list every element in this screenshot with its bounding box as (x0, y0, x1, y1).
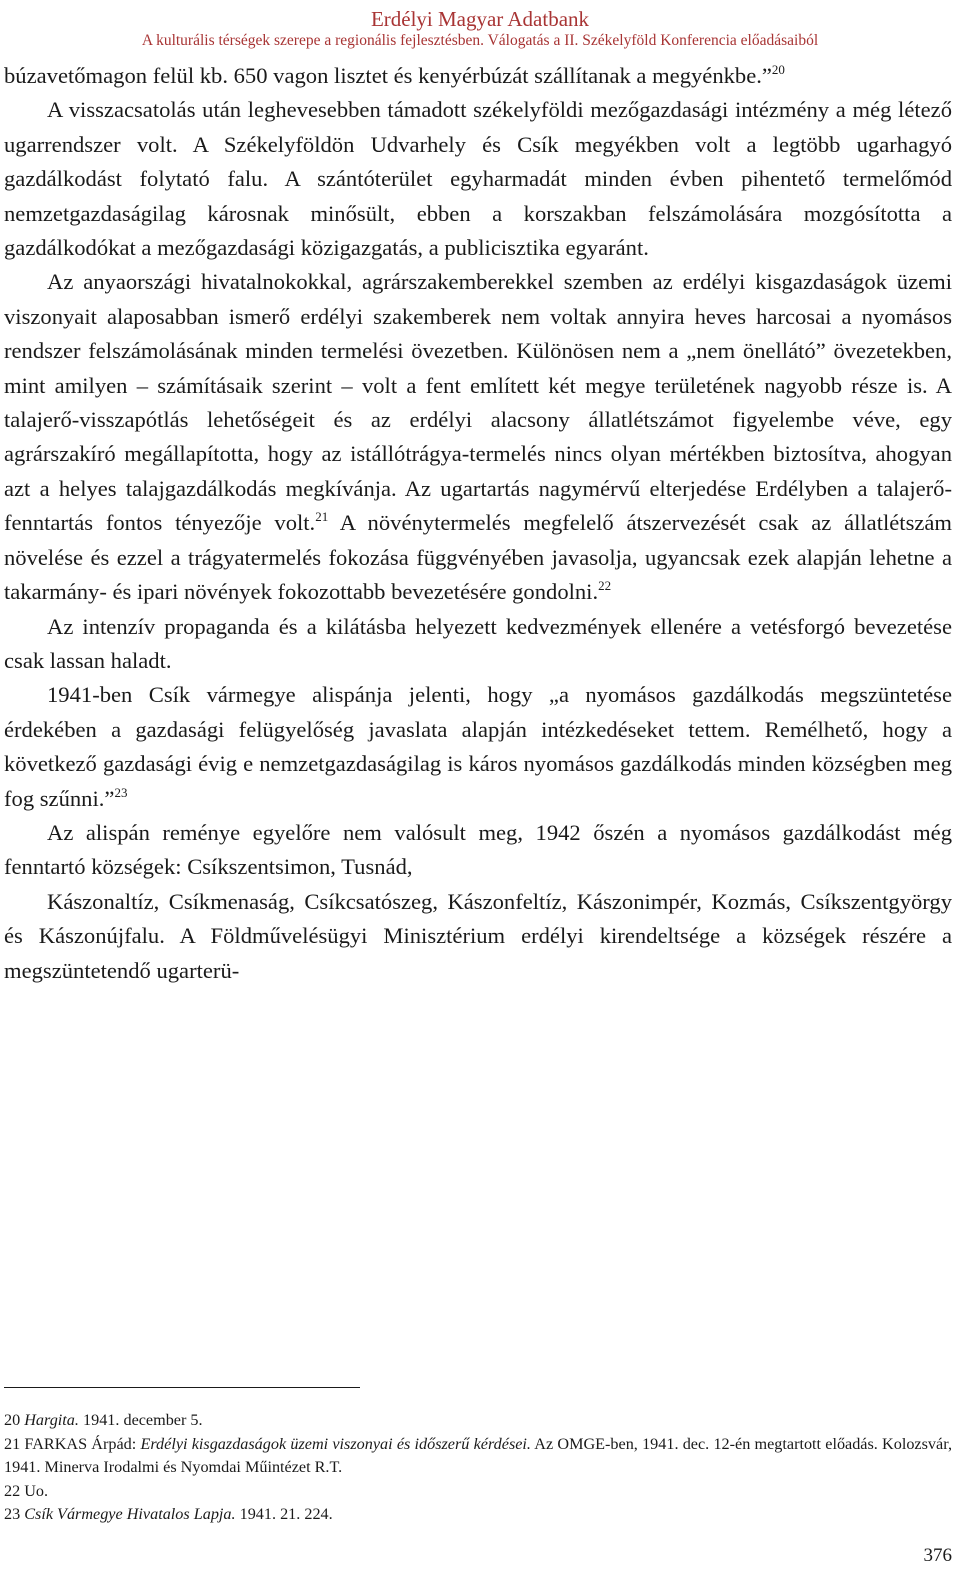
footnote-22: 22 Uo. (4, 1481, 49, 1500)
paragraph (4, 610, 952, 679)
footnote-number: 23 (4, 1505, 21, 1523)
footnote-ref-21[interactable]: 21 (315, 509, 329, 525)
collection-subtitle: A kulturális térségek szerepe a regionális fejlesztésben. Válogatás a II. Székelyföld Konferencia előadásaiból (141, 32, 819, 49)
paragraph-text: Az intenzív propaganda és a kilátásba helyezett kedvezmények ellenére a vetésforgó bevezetése csak lassan haladt. (4, 613, 952, 673)
body-text (4, 59, 952, 988)
paragraph-text: 1941-ben Csík vármegye alispánja jelenti, hogy „a nyomásos gazdálkodás megszüntetése érdekében a gazdasági felügyelőség javaslata alapján intézkedéseket tettem. Remélhető, hogy a következő gazdasági évig e nemzetgazdaságilag is káros nyomásos gazdálkodás minden községben meg fog szűnni.” (4, 682, 952, 811)
footnote-source-title: Erdélyi kisgazdaságok üzemi viszonyai és időszerű kérdései. (140, 1434, 531, 1453)
site-title: Erdélyi Magyar Adatbank (370, 7, 590, 31)
footnote-number: 21 (4, 1434, 21, 1453)
footnote-divider (4, 1387, 360, 1388)
page-header (0, 6, 960, 50)
paragraph-text: Az alispán reménye egyelőre nem valósult meg, 1942 őszén a nyomásos gazdálkodást még fenntartó községek: Csíkszentsimon, Tusnád, (4, 819, 952, 880)
footnote-20 (4, 1409, 952, 1433)
footnote-text: 1941. december 5. (78, 1411, 203, 1429)
paragraph (4, 265, 952, 609)
footnote-number: 20 (4, 1411, 21, 1429)
footnote-text: Az OMGE-ben, 1941. dec. 12-én megtartott előadás. Kolozsvár, 1941. Minerva Irodalmi és Nyomdai Műintézet R.T. (4, 1434, 952, 1476)
paragraph-text: búzavetőmagon felül kb. 650 vagon lisztet és kenyérbúzát szállítanak a megyénkbe.” (4, 63, 772, 88)
footnotes (4, 1409, 952, 1527)
paragraph-text: Kászonaltíz, Csíkmenaság, Csíkcsatószeg, Kászonfeltíz, Kászonimpér, Kozmás, Csíkszentgyörgy és Kászonújfalu. A Földművelésügyi Minisztérium erdélyi kirendeltsége a községek részére a megszüntetendő ugarterü- (4, 888, 952, 983)
paragraph-text: Az anyaországi hivatalnokokkal, agrárszakemberekkel szemben az erdélyi kisgazdaságok üzemi viszonyait alaposabban ismerő erdélyi szakemberek nem voltak annyira heves harcosai a nyomásos rendszer felszámolásának minden termelési övezetben. Különösen nem a „nem önellátó” övezetekben, mint amilyen – számításaik szerint – volt a fent említett két megye területének nagyobb része is. A talajerő-visszapótlás lehetőségeit és az erdélyi alacsony állatlétszámot figyelembe véve, egy agrárszakíró megállapította, hogy az istállótrágya-termelés nincs olyan mértékben biztosítva, ahogyan azt a helyes talajgazdálkodás megkívánja. Az ugartartás nagymérvű elterjedése Erdélyben a talajerő-fenntartás fontos tényezője volt. (4, 269, 952, 536)
paragraph (4, 93, 952, 265)
paragraph-text: A növénytermelés megfelelő átszervezését csak az állatlétszám növelése és ezzel a trágyatermelés fokozása függvényében javasolja, ugyancsak ezek alapján lehetne a takarmány- és ipari növények fokozottabb bevezetésére gondolni. (4, 510, 952, 605)
footnote-21 (4, 1433, 952, 1480)
footnote-ref-22[interactable]: 22 (598, 578, 612, 594)
footnote-ref-23[interactable]: 23 (114, 784, 128, 800)
footnote-author: FARKAS Árpád: (20, 1434, 141, 1453)
footnote-23 (4, 1503, 952, 1527)
paragraph-continuation (4, 59, 952, 93)
paragraph (4, 816, 952, 885)
paragraph-text: A visszacsatolás után leghevesebben támadott székelyföldi mezőgazdasági intézmény a még létező ugarrendszer volt. A Székelyföldön Udvarhely és Csík megyékben volt a legtöbb ugarhagyó gazdálkodást folytató falu. A szántóterület egyharmadát minden évben pihentető termelőmód nemzetgazdaságilag károsnak minősült, ebben a korszakban felszámolására mozgósította a gazdálkodókat a mezőgazdasági közigazgatás, a publicisztika egyaránt. (4, 97, 952, 261)
footnote-ref-20[interactable]: 20 (771, 62, 785, 77)
footnote-source-title: Csík Vármegye Hivatalos Lapja. (24, 1505, 236, 1523)
footnote-source-title: Hargita. (24, 1411, 79, 1429)
paragraph (4, 678, 952, 816)
page-number: 376 (923, 1545, 952, 1566)
footnote-text: 1941. 21. 224. (235, 1505, 333, 1523)
paragraph (4, 885, 952, 988)
